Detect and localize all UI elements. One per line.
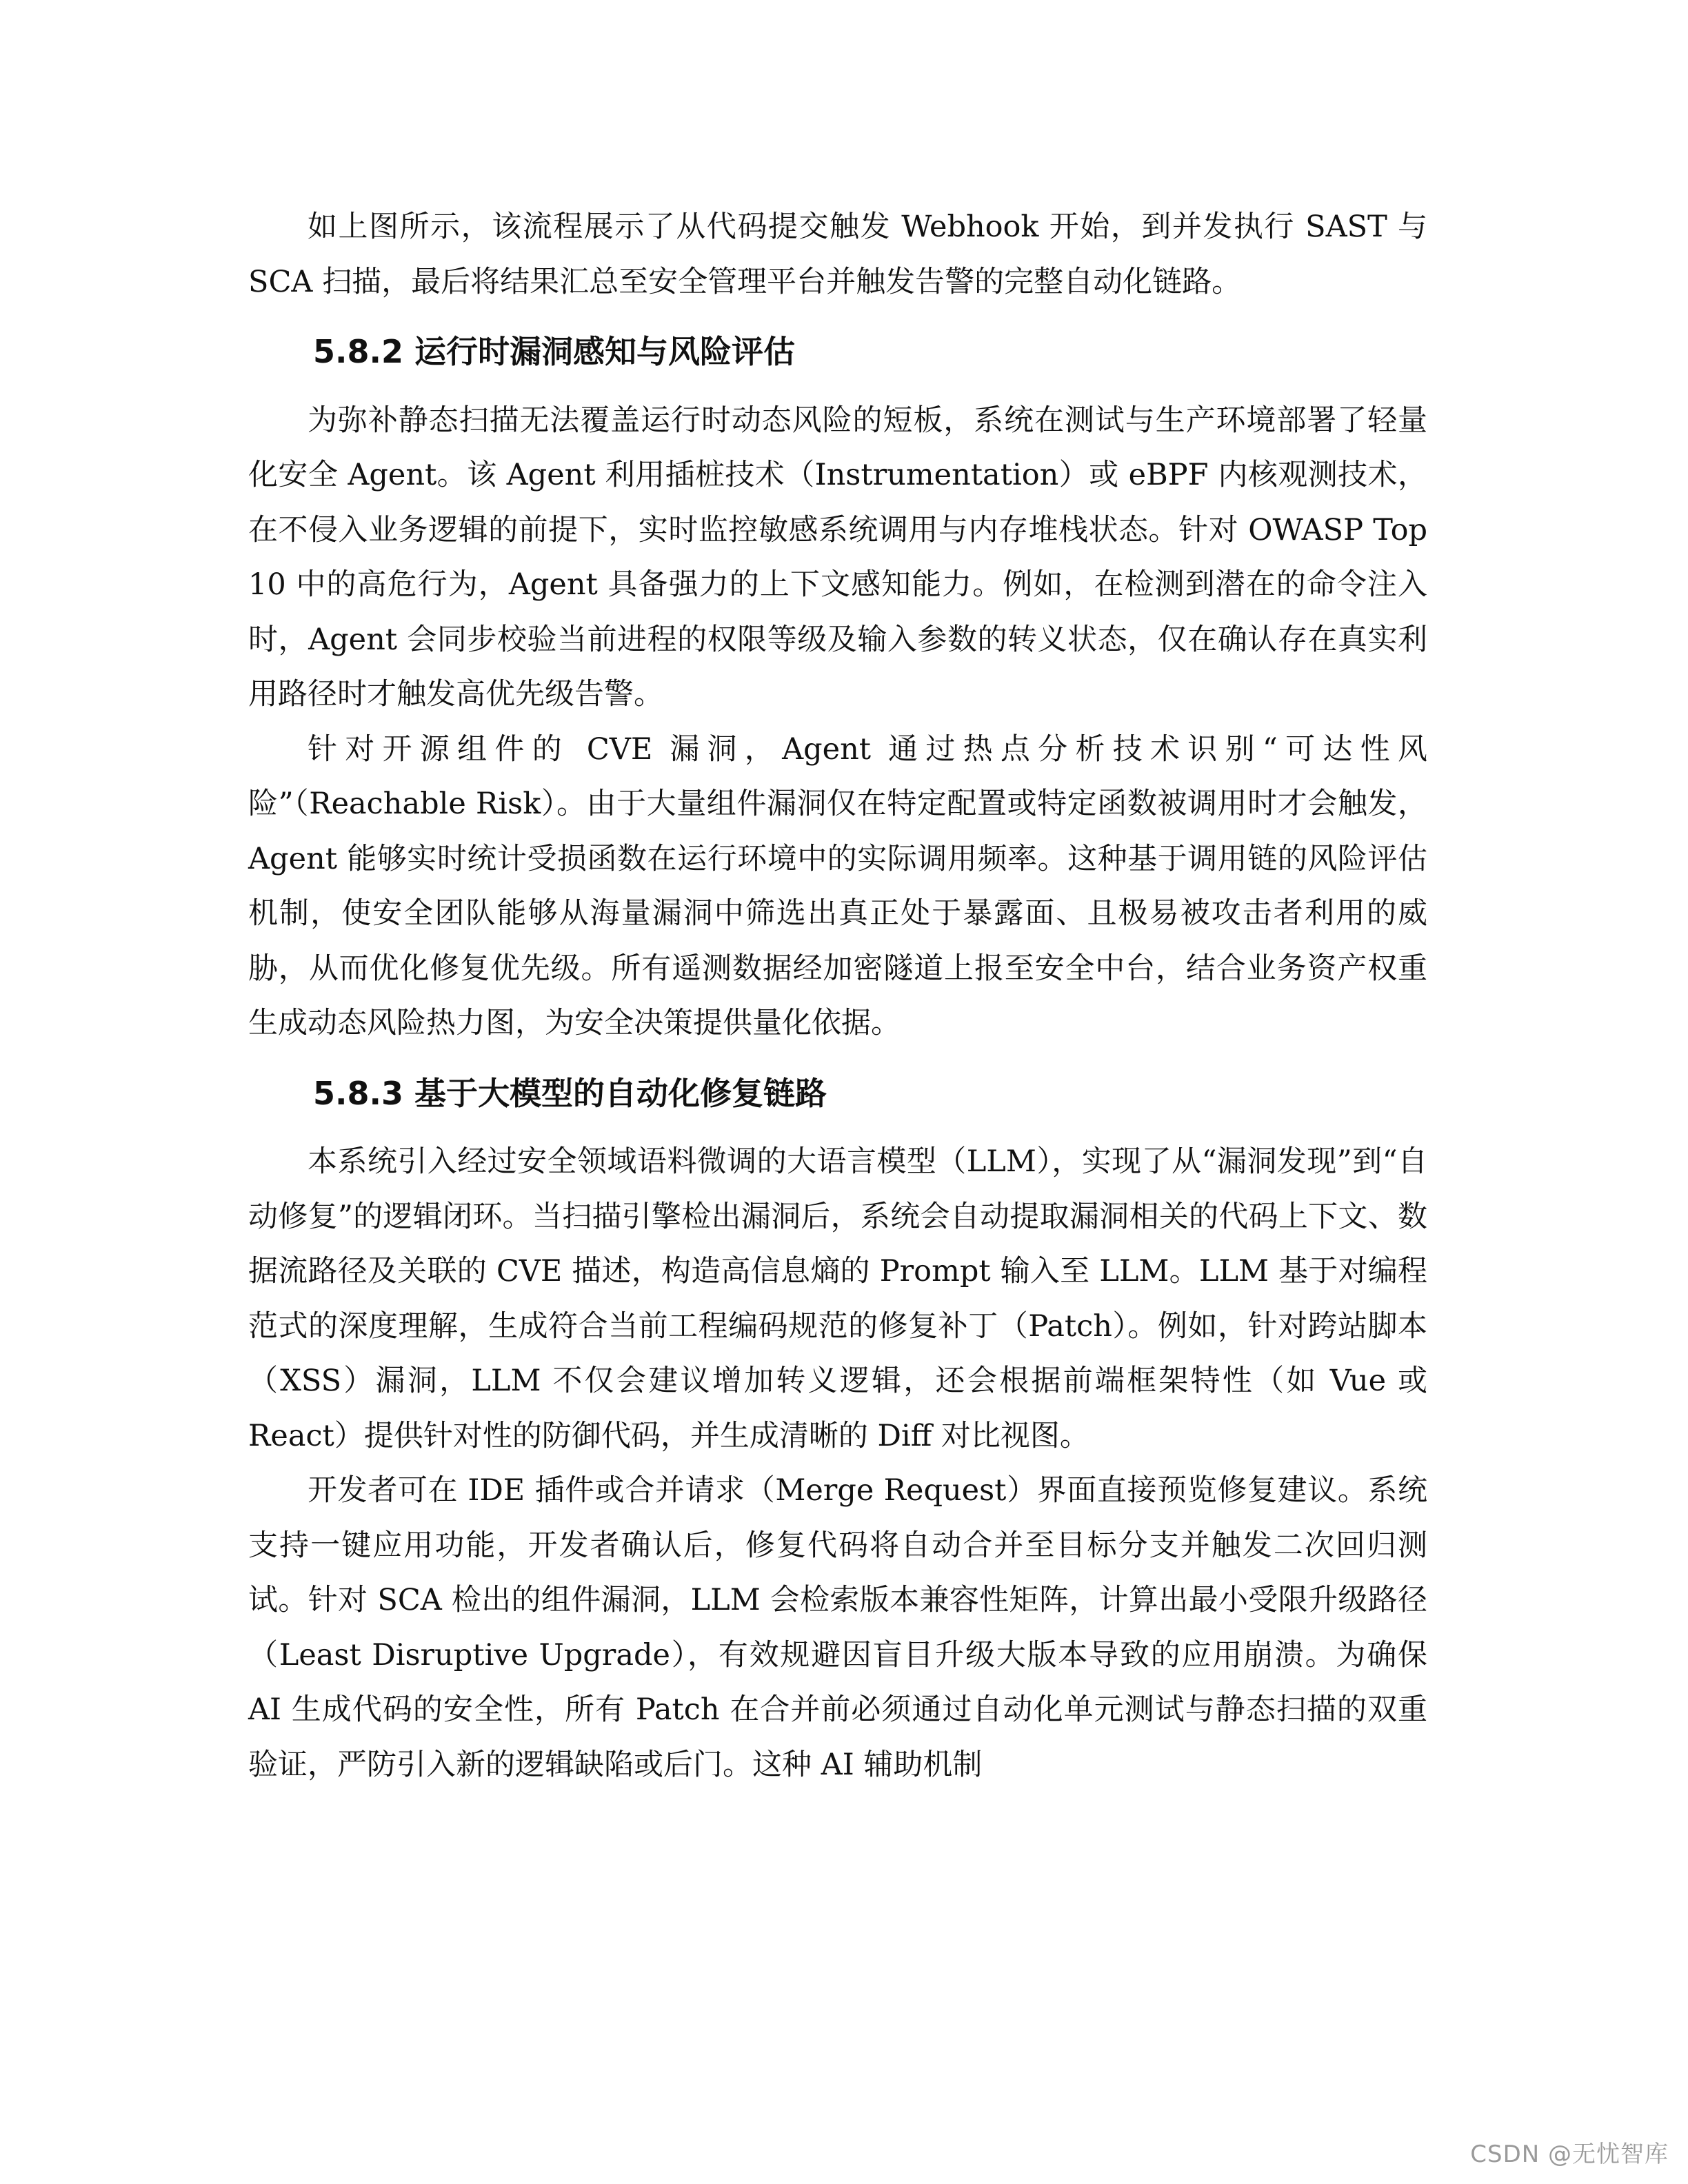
intro-paragraph: 如上图所示，该流程展示了从代码提交触发 Webhook 开始，到并发执行 SAST 与 SCA 扫描，最后将结果汇总至安全管理平台并触发告警的完整自动化链路。 — [248, 210, 1427, 299]
section-5-8-3-paragraph-1: 本系统引入经过安全领域语料微调的大语言模型（LLM），实现了从“漏洞发现”到“自动修复”的逻辑闭环。当扫描引擎检出漏洞后，系统会自动提取漏洞相关的代码上下文、数据流路径及关联的 CVE 描述，构造高信息熵的 Prompt 输入至 LLM。LLM 基于对编程范式的深度理解，生成符合当前工程编码规范的修复补丁（Patch）。例如，针对跨站脚本（XSS）漏洞，LLM 不仅会建议增加转义逻辑，还会根据前端框架特性（如 Vue 或 React）提供针对性的防御代码，并生成清晰的 Diff 对比视图。 — [248, 1144, 1427, 1453]
section-heading-5-8-3: 5.8.3 基于大模型的自动化修复链路 — [313, 1074, 827, 1112]
csdn-watermark: CSDN @无忧智库 — [1470, 2141, 1669, 2168]
section-5-8-3-paragraph-2: 开发者可在 IDE 插件或合并请求（Merge Request）界面直接预览修复建议。系统支持一键应用功能，开发者确认后，修复代码将自动合并至目标分支并触发二次回归测试。针对 SCA 检出的组件漏洞，LLM 会检索版本兼容性矩阵，计算出最小受限升级路径（Least Disruptive Upgrade），有效规避因盲目升级大版本导致的应用崩溃。为确保 AI 生成代码的安全性，所有 Patch 在合并前必须通过自动化单元测试与静态扫描的双重验证，严防引入新的逻辑缺陷或后门。这种 AI 辅助机制 — [248, 1473, 1427, 1782]
document-body — [248, 200, 1427, 1792]
section-5-8-2-paragraph-2: 针对开源组件的 CVE 漏洞，Agent 通过热点分析技术识别“可达性风险”（Reachable Risk）。由于大量组件漏洞仅在特定配置或特定函数被调用时才会触发，Agent 能够实时统计受损函数在运行环境中的实际调用频率。这种基于调用链的风险评估机制，使安全团队能够从海量漏洞中筛选出真正处于暴露面、且极易被攻击者利用的威胁，从而优化修复优先级。所有遥测数据经加密隧道上报至安全中台，结合业务资产权重生成动态风险热力图，为安全决策提供量化依据。 — [248, 731, 1427, 1040]
section-heading-5-8-2: 5.8.2 运行时漏洞感知与风险评估 — [313, 333, 795, 370]
section-5-8-2-paragraph-1: 为弥补静态扫描无法覆盖运行时动态风险的短板，系统在测试与生产环境部署了轻量化安全 Agent。该 Agent 利用插桩技术（Instrumentation）或 eBPF 内核观测技术，在不侵入业务逻辑的前提下，实时监控敏感系统调用与内存堆栈状态。针对 OWASP Top 10 中的高危行为，Agent 具备强力的上下文感知能力。例如，在检测到潜在的命令注入时，Agent 会同步校验当前进程的权限等级及输入参数的转义状态，仅在确认存在真实利用路径时才触发高优先级告警。 — [248, 403, 1427, 711]
